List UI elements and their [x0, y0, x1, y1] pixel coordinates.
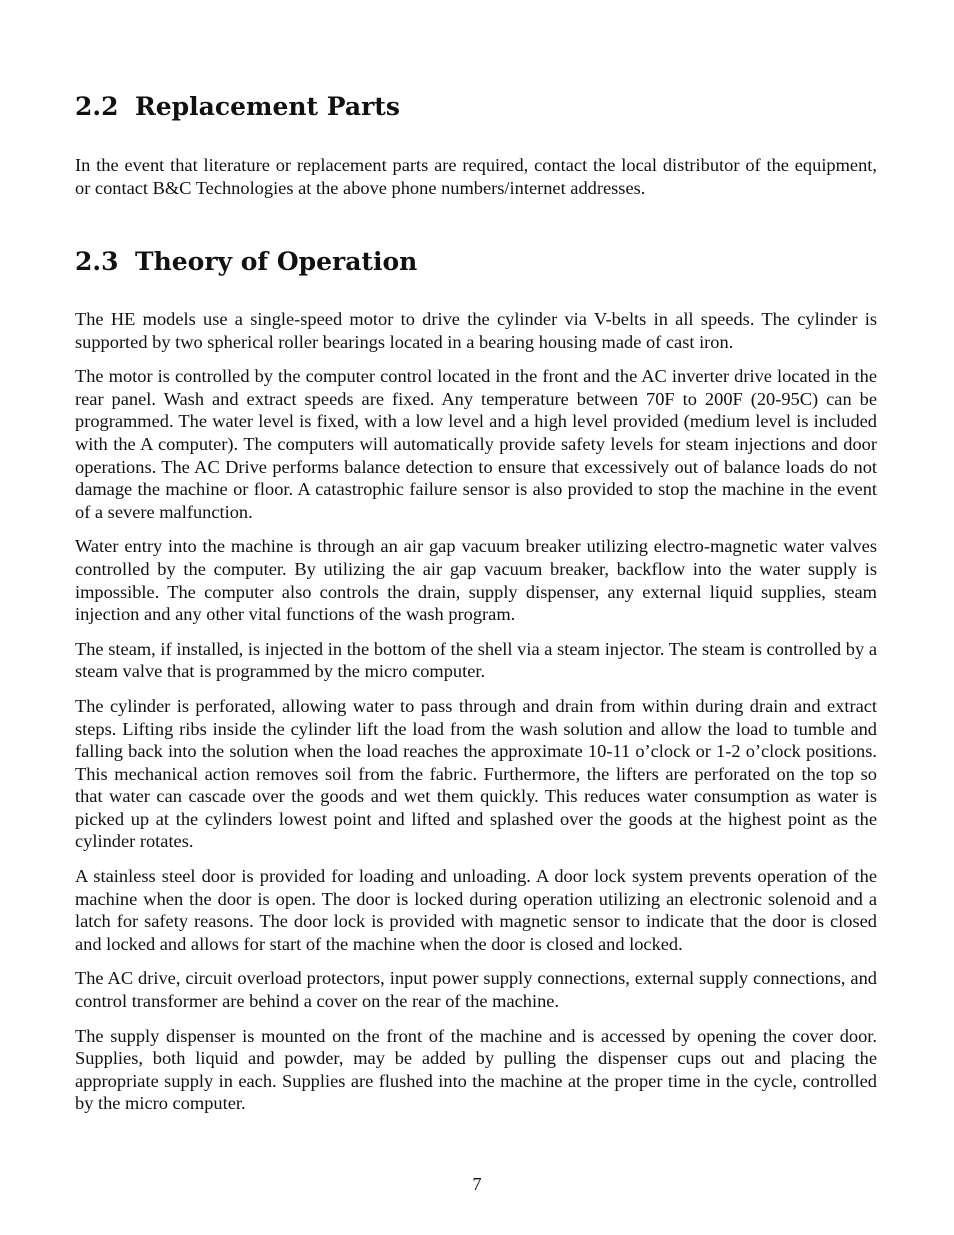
section-title: Theory of Operation [135, 247, 418, 276]
paragraph: The cylinder is perforated, allowing water to pass through and drain from within during drain and extract steps. Lifting ribs inside the cylinder lift the load from the wash solution and allow the load to tumble and falling back into the solution when the load reaches the approximate 10-11 o’clock or 1-2 o’clock positions. This mechanical action removes soil from the fabric. Furthermore, the lifters are perforated on the top so that water can cascade over the goods and wet them quickly. This reduces water consumption as water is picked up at the cylinders lowest point and lifted and splashed over the goods at the highest point as the cylinder rotates. [75, 695, 877, 852]
section-title: Replacement Parts [135, 92, 400, 121]
page-number: 7 [472, 1174, 482, 1194]
section-body-replacement-parts [75, 154, 877, 211]
paragraph: The steam, if installed, is injected in the bottom of the shell via a steam injector. The steam is controlled by a steam valve that is programmed by the micro computer. [75, 638, 877, 682]
section-heading-replacement-parts [75, 92, 400, 121]
paragraph: The AC drive, circuit overload protectors, input power supply connections, external supply connections, and control transformer are behind a cover on the rear of the machine. [75, 968, 877, 1012]
paragraph: A stainless steel door is provided for loading and unloading. A door lock system prevents operation of the machine when the door is open. The door is locked during operation utilizing an electronic solenoid and a latch for safety reasons. The door lock is provided with magnetic sensor to indicate that the door is closed and locked and allows for start of the machine when the door is closed and locked. [75, 866, 877, 954]
section-heading-theory-of-operation [75, 247, 417, 276]
paragraph: The HE models use a single-speed motor to drive the cylinder via V-belts in all speeds. The cylinder is supported by two spherical roller bearings located in a bearing housing made of cast iron. [75, 309, 877, 352]
paragraph: The supply dispenser is mounted on the front of the machine and is accessed by opening the cover door. Supplies, both liquid and powder, may be added by pulling the dispenser cups out and placing the appropriate supply in each. Supplies are flushed into the machine at the proper time in the cycle, controlled by the micro computer. [75, 1025, 877, 1114]
section-number: 2.2 [75, 92, 119, 121]
section-body-theory-of-operation [75, 308, 877, 1127]
paragraph: In the event that literature or replacement parts are required, contact the local distributor of the equipment, or contact B&C Technologies at the above phone numbers/internet addresses. [75, 155, 877, 198]
paragraph: Water entry into the machine is through an air gap vacuum breaker utilizing electro-magnetic water valves controlled by the computer. By utilizing the air gap vacuum breaker, backflow into the water supply is impossible. The computer also controls the drain, supply dispenser, any external liquid supplies, steam injection and any other vital functions of the wash program. [75, 536, 877, 625]
paragraph: The motor is controlled by the computer control located in the front and the AC inverter drive located in the rear panel. Wash and extract speeds are fixed. Any temperature between 70F to 200F (20-95C) can be programmed. The water level is fixed, with a low level and a high level provided (medium level is included with the A computer). The computers will automatically provide safety levels for steam injections and door operations. The AC Drive performs balance detection to ensure that excessively out of balance loads do not damage the machine or floor. A catastrophic failure sensor is also provided to stop the machine in the event of a severe malfunction. [75, 366, 877, 522]
section-number: 2.3 [75, 247, 119, 276]
